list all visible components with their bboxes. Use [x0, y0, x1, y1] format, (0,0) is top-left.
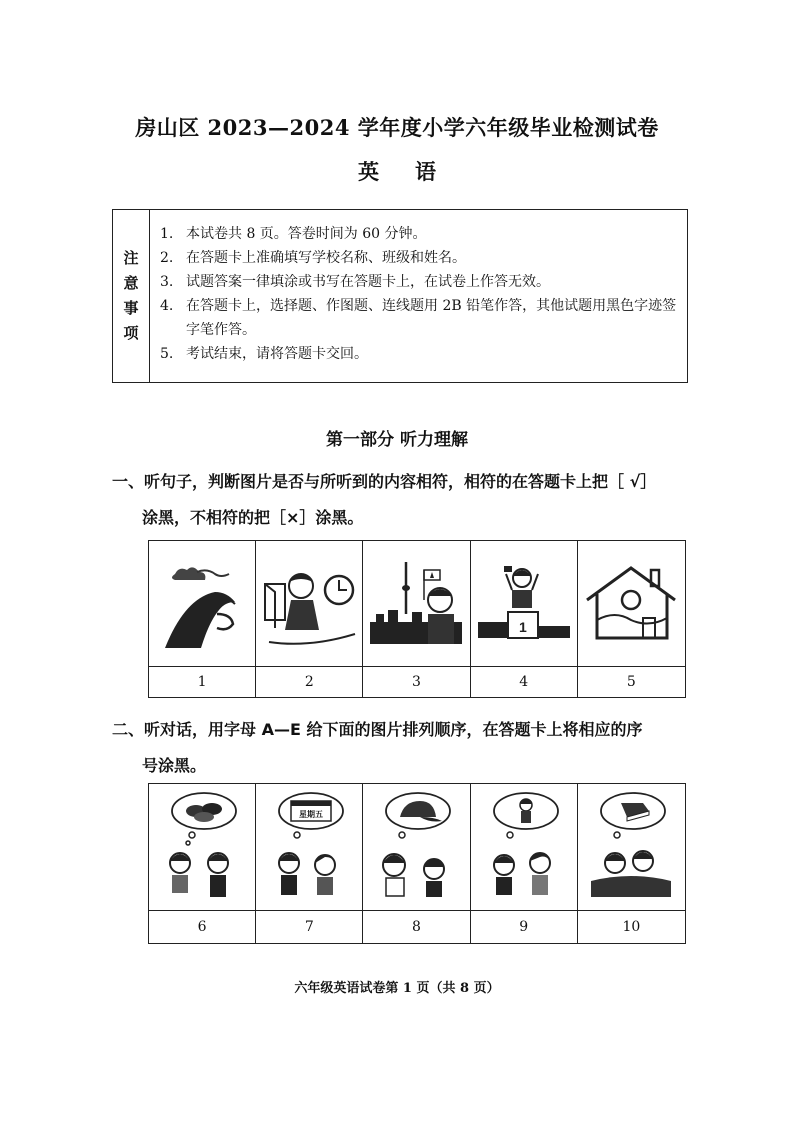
notice-item	[160, 222, 687, 246]
picture-cell	[256, 784, 363, 943]
question-one-line: 涂黑，不相符的把［×］涂黑。	[142, 508, 364, 527]
notice-item-text: 在答题卡上，选择题、作图题、连线题用 2B 铅笔作答，其他试题用黑色字迹签字笔作答。	[186, 298, 677, 338]
exam-title: 房山区 2023—2024 学年度小学六年级毕业检测试卷	[135, 115, 659, 140]
question-one-picture-grid	[148, 540, 686, 698]
kids-thinking-coins-icon	[149, 784, 255, 911]
picture-cell	[149, 541, 256, 697]
notice-item	[160, 246, 687, 270]
kids-thinking-girl-icon	[471, 784, 577, 911]
notice-item-number: 2.	[160, 250, 174, 266]
notice-item-number: 5.	[160, 346, 174, 362]
picture-cell	[363, 541, 470, 697]
notice-item	[160, 294, 687, 342]
picture-number: 1	[197, 674, 207, 690]
picture-number: 6	[197, 919, 207, 935]
notice-item-text: 试题答案一律填涂或书写在答题卡上，在试卷上作答无效。	[186, 274, 550, 290]
notice-label-char: 注	[123, 249, 139, 267]
question-two-instructions	[112, 712, 692, 784]
notice-item	[160, 270, 687, 294]
picture-number: 10	[622, 919, 641, 935]
notice-list	[150, 210, 687, 382]
page-footer: 六年级英语试卷第 1 页（共 8 页）	[294, 981, 500, 996]
question-two-picture-grid	[148, 783, 686, 944]
picture-number: 4	[519, 674, 529, 690]
notice-item-number: 4.	[160, 298, 174, 314]
windy-weather-icon	[149, 541, 255, 667]
picture-number: 7	[304, 919, 314, 935]
toronto-skyline-canada-flag-icon	[363, 541, 469, 667]
house-icon	[578, 541, 685, 667]
picture-cell	[471, 541, 578, 697]
picture-number: 9	[519, 919, 529, 935]
notice-label	[113, 210, 150, 382]
girl-at-desk-clock-icon	[256, 541, 362, 667]
notice-item-number: 3.	[160, 274, 174, 290]
picture-cell	[363, 784, 470, 943]
picture-number: 5	[626, 674, 636, 690]
picture-cell	[149, 784, 256, 943]
picture-number: 2	[304, 674, 314, 690]
question-two-line: 号涂黑。	[142, 756, 207, 775]
picture-cell	[471, 784, 578, 943]
notice-label-char: 事	[123, 299, 139, 317]
question-two-line: 二、听对话，用字母 A—E 给下面的图片排列顺序，在答题卡上将相应的序	[112, 720, 643, 739]
picture-cell	[578, 784, 685, 943]
notice-label-char: 意	[123, 274, 139, 292]
notice-item-text: 在答题卡上准确填写学校名称、班级和姓名。	[186, 250, 466, 266]
picture-number: 8	[412, 919, 421, 935]
notice-label-char: 项	[123, 324, 139, 342]
kids-thinking-cap-icon	[363, 784, 469, 911]
notice-item-text: 本试卷共 8 页。答卷时间为 60 分钟。	[186, 226, 427, 242]
picture-number: 3	[412, 674, 421, 690]
picture-cell	[578, 541, 685, 697]
question-one-line: 一、听句子，判断图片是否与所听到的内容相符，相符的在答题卡上把［ √］	[112, 472, 657, 491]
part-one-title: 第一部分 听力理解	[326, 430, 468, 450]
question-one-instructions	[112, 464, 692, 536]
notice-item-text: 考试结束，请将答题卡交回。	[186, 346, 368, 362]
notice-item-number: 1.	[160, 226, 174, 242]
subject-title: 英语	[358, 159, 472, 184]
winner-podium-icon	[471, 541, 577, 667]
notice-box	[112, 209, 688, 383]
kids-thinking-book-icon	[578, 784, 685, 911]
kids-thinking-calendar-icon	[256, 784, 362, 911]
picture-cell	[256, 541, 363, 697]
calendar-label: 星期五	[299, 810, 324, 819]
notice-item	[160, 342, 687, 366]
svg-text:1: 1	[518, 618, 527, 635]
